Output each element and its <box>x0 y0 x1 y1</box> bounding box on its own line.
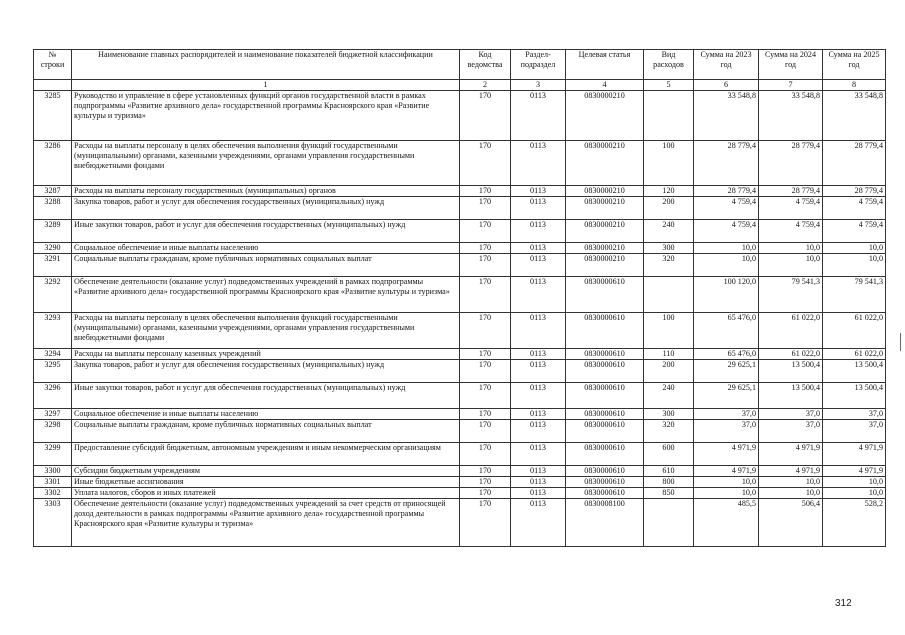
expense-kind: 610 <box>644 466 694 477</box>
expense-kind: 200 <box>644 360 694 383</box>
section-code: 0113 <box>511 313 566 349</box>
sum-2024: 10,0 <box>759 254 823 277</box>
table-row <box>34 499 886 547</box>
sum-2023: 4 971,9 <box>694 466 759 477</box>
sum-2024: 4 759,4 <box>759 197 823 220</box>
table-row <box>34 243 886 254</box>
row-name: Обеспечение деятельности (оказание услуг) подведомственных учреждений в рамках подпрограммы «Развитие архивного дела» государственной программы Красноярского края «Развитие культуры и туризма» <box>72 277 460 313</box>
sum-2023: 10,0 <box>694 254 759 277</box>
row-number: 3287 <box>34 186 72 197</box>
sum-2024: 10,0 <box>759 243 823 254</box>
dept-code: 170 <box>460 477 511 488</box>
dept-code: 170 <box>460 186 511 197</box>
expense-kind: 850 <box>644 488 694 499</box>
row-name: Иные закупки товаров, работ и услуг для обеспечения государственных (муниципальных) нужд <box>72 220 460 243</box>
section-code: 0113 <box>511 91 566 141</box>
dept-code: 170 <box>460 383 511 409</box>
target-item: 0830000610 <box>566 420 644 443</box>
row-number: 3285 <box>34 91 72 141</box>
header-dept-code: Код ведомства <box>460 50 511 80</box>
sum-2023: 28 779,4 <box>694 141 759 186</box>
table-row <box>34 360 886 383</box>
budget-table <box>33 49 886 547</box>
row-number: 3290 <box>34 243 72 254</box>
header-sum-2023: Сумма на 2023 год <box>694 50 759 80</box>
row-name: Расходы на выплаты персоналу в целях обеспечения выполнения функций государственными (муниципальными) органами, казенными учреждениями, органами управления государственными внебюджетными фондами <box>72 141 460 186</box>
sum-2024: 37,0 <box>759 409 823 420</box>
expense-kind: 300 <box>644 409 694 420</box>
section-code: 0113 <box>511 277 566 313</box>
row-name: Руководство и управление в сфере установленных функций органов государственной власти в рамках подпрограммы «Развитие архивного дела» государственной программы Красноярского края «Развитие культуры и туризма» <box>72 91 460 141</box>
row-name: Социальные выплаты гражданам, кроме публичных нормативных социальных выплат <box>72 254 460 277</box>
dept-code: 170 <box>460 220 511 243</box>
table-row <box>34 443 886 466</box>
table-row <box>34 488 886 499</box>
dept-code: 170 <box>460 277 511 313</box>
row-number: 3295 <box>34 360 72 383</box>
expense-kind: 110 <box>644 349 694 360</box>
section-code: 0113 <box>511 488 566 499</box>
table-row <box>34 349 886 360</box>
column-number: 5 <box>644 80 694 91</box>
dept-code: 170 <box>460 141 511 186</box>
dept-code: 170 <box>460 254 511 277</box>
row-name: Обеспечение деятельности (оказание услуг) подведомственных учреждений за счет средств от приносящей доход деятельности в рамках подпрограммы «Развитие архивного дела» государственной программы Красноярского края «Развитие культуры и туризма» <box>72 499 460 547</box>
row-number: 3300 <box>34 466 72 477</box>
expense-kind: 300 <box>644 243 694 254</box>
table-row <box>34 220 886 243</box>
sum-2023: 37,0 <box>694 409 759 420</box>
target-item: 0830000210 <box>566 254 644 277</box>
expense-kind <box>644 91 694 141</box>
row-name: Закупка товаров, работ и услуг для обеспечения государственных (муниципальных) нужд <box>72 197 460 220</box>
sum-2024: 61 022,0 <box>759 313 823 349</box>
sum-2024: 28 779,4 <box>759 186 823 197</box>
table-row <box>34 409 886 420</box>
row-name: Предоставление субсидий бюджетным, автономным учреждениям и иным некоммерческим организациям <box>72 443 460 466</box>
row-number: 3298 <box>34 420 72 443</box>
target-item: 0830000610 <box>566 409 644 420</box>
row-number: 3294 <box>34 349 72 360</box>
header-sum-2024: Сумма на 2024 год <box>759 50 823 80</box>
column-number-row <box>34 80 886 91</box>
expense-kind: 320 <box>644 254 694 277</box>
section-code: 0113 <box>511 499 566 547</box>
sum-2025: 10,0 <box>823 477 886 488</box>
table-row <box>34 420 886 443</box>
section-code: 0113 <box>511 243 566 254</box>
sum-2023: 33 548,8 <box>694 91 759 141</box>
expense-kind: 240 <box>644 220 694 243</box>
row-number: 3299 <box>34 443 72 466</box>
sum-2023: 4 971,9 <box>694 443 759 466</box>
header-name: Наименование главных распорядителей и наименование показателей бюджетной классификации <box>72 50 460 80</box>
sum-2023: 485,5 <box>694 499 759 547</box>
target-item: 0830000610 <box>566 477 644 488</box>
sum-2024: 61 022,0 <box>759 349 823 360</box>
row-name: Расходы на выплаты персоналу государственных (муниципальных) органов <box>72 186 460 197</box>
sum-2023: 10,0 <box>694 243 759 254</box>
sum-2025: 13 500,4 <box>823 383 886 409</box>
sum-2025: 4 759,4 <box>823 220 886 243</box>
row-name: Социальное обеспечение и иные выплаты населению <box>72 409 460 420</box>
dept-code: 170 <box>460 488 511 499</box>
target-item: 0830000210 <box>566 141 644 186</box>
target-item: 0830008100 <box>566 499 644 547</box>
target-item: 0830000610 <box>566 277 644 313</box>
column-number: 8 <box>823 80 886 91</box>
section-code: 0113 <box>511 349 566 360</box>
target-item: 0830000610 <box>566 443 644 466</box>
section-code: 0113 <box>511 141 566 186</box>
table-row <box>34 313 886 349</box>
table-row <box>34 91 886 141</box>
target-item: 0830000610 <box>566 466 644 477</box>
row-number: 3293 <box>34 313 72 349</box>
sum-2025: 28 779,4 <box>823 141 886 186</box>
row-number: 3297 <box>34 409 72 420</box>
sum-2023: 29 625,1 <box>694 360 759 383</box>
sum-2024: 4 759,4 <box>759 220 823 243</box>
row-name: Социальные выплаты гражданам, кроме публичных нормативных социальных выплат <box>72 420 460 443</box>
row-number: 3286 <box>34 141 72 186</box>
sum-2025: 4 971,9 <box>823 443 886 466</box>
section-code: 0113 <box>511 477 566 488</box>
column-number: 6 <box>694 80 759 91</box>
section-code: 0113 <box>511 443 566 466</box>
sum-2023: 65 476,0 <box>694 313 759 349</box>
section-code: 0113 <box>511 254 566 277</box>
sum-2025: 4 971,9 <box>823 466 886 477</box>
dept-code: 170 <box>460 313 511 349</box>
target-item: 0830000610 <box>566 383 644 409</box>
target-item: 0830000210 <box>566 220 644 243</box>
section-code: 0113 <box>511 466 566 477</box>
row-number: 3303 <box>34 499 72 547</box>
table-row <box>34 477 886 488</box>
sum-2023: 10,0 <box>694 488 759 499</box>
expense-kind: 320 <box>644 420 694 443</box>
target-item: 0830000610 <box>566 360 644 383</box>
sum-2025: 10,0 <box>823 488 886 499</box>
sum-2025: 28 779,4 <box>823 186 886 197</box>
section-code: 0113 <box>511 360 566 383</box>
section-code: 0113 <box>511 420 566 443</box>
dept-code: 170 <box>460 360 511 383</box>
dept-code: 170 <box>460 349 511 360</box>
expense-kind: 200 <box>644 197 694 220</box>
expense-kind: 240 <box>644 383 694 409</box>
target-item: 0830000210 <box>566 186 644 197</box>
dept-code: 170 <box>460 91 511 141</box>
sum-2024: 28 779,4 <box>759 141 823 186</box>
table-row <box>34 466 886 477</box>
sum-2023: 28 779,4 <box>694 186 759 197</box>
row-number: 3292 <box>34 277 72 313</box>
sum-2024: 13 500,4 <box>759 383 823 409</box>
expense-kind: 800 <box>644 477 694 488</box>
sum-2024: 10,0 <box>759 488 823 499</box>
sum-2025: 10,0 <box>823 243 886 254</box>
dept-code: 170 <box>460 499 511 547</box>
table-header-row <box>34 50 886 80</box>
section-code: 0113 <box>511 197 566 220</box>
sum-2024: 4 971,9 <box>759 466 823 477</box>
row-number: 3296 <box>34 383 72 409</box>
sum-2025: 4 759,4 <box>823 197 886 220</box>
table-row <box>34 254 886 277</box>
expense-kind: 600 <box>644 443 694 466</box>
header-target-item: Целевая статья <box>566 50 644 80</box>
sum-2023: 37,0 <box>694 420 759 443</box>
row-name: Иные бюджетные ассигнования <box>72 477 460 488</box>
section-code: 0113 <box>511 383 566 409</box>
expense-kind: 100 <box>644 141 694 186</box>
expense-kind <box>644 499 694 547</box>
target-item: 0830000210 <box>566 243 644 254</box>
sum-2024: 37,0 <box>759 420 823 443</box>
header-row-number: № строки <box>34 50 72 80</box>
table-row <box>34 186 886 197</box>
sum-2024: 33 548,8 <box>759 91 823 141</box>
column-number: 2 <box>460 80 511 91</box>
sum-2023: 4 759,4 <box>694 220 759 243</box>
sum-2025: 13 500,4 <box>823 360 886 383</box>
target-item: 0830000210 <box>566 91 644 141</box>
sum-2025: 37,0 <box>823 420 886 443</box>
row-name: Субсидии бюджетным учреждениям <box>72 466 460 477</box>
table-row <box>34 197 886 220</box>
row-name: Закупка товаров, работ и услуг для обеспечения государственных (муниципальных) нужд <box>72 360 460 383</box>
dept-code: 170 <box>460 420 511 443</box>
sum-2024: 10,0 <box>759 477 823 488</box>
table-row <box>34 383 886 409</box>
sum-2023: 4 759,4 <box>694 197 759 220</box>
row-number: 3301 <box>34 477 72 488</box>
column-number: 1 <box>72 80 460 91</box>
header-sum-2025: Сумма на 2025 год <box>823 50 886 80</box>
row-name: Социальное обеспечение и иные выплаты населению <box>72 243 460 254</box>
section-code: 0113 <box>511 409 566 420</box>
sum-2025: 61 022,0 <box>823 349 886 360</box>
section-code: 0113 <box>511 220 566 243</box>
table-row <box>34 277 886 313</box>
sum-2025: 61 022,0 <box>823 313 886 349</box>
sum-2023: 29 625,1 <box>694 383 759 409</box>
row-name: Уплата налогов, сборов и иных платежей <box>72 488 460 499</box>
column-number: 4 <box>566 80 644 91</box>
row-name: Расходы на выплаты персоналу казенных учреждений <box>72 349 460 360</box>
sum-2025: 528,2 <box>823 499 886 547</box>
row-name: Расходы на выплаты персоналу в целях обеспечения выполнения функций государственными (муниципальными) органами, казенными учреждениями, органами управления государственными внебюджетными фондами <box>72 313 460 349</box>
sum-2023: 65 476,0 <box>694 349 759 360</box>
sum-2025: 33 548,8 <box>823 91 886 141</box>
row-number: 3288 <box>34 197 72 220</box>
sum-2024: 13 500,4 <box>759 360 823 383</box>
target-item: 0830000610 <box>566 313 644 349</box>
section-code: 0113 <box>511 186 566 197</box>
expense-kind <box>644 277 694 313</box>
page-number: 312 <box>835 598 852 609</box>
sum-2025: 10,0 <box>823 254 886 277</box>
column-number: 7 <box>759 80 823 91</box>
target-item: 0830000210 <box>566 197 644 220</box>
row-number: 3289 <box>34 220 72 243</box>
margin-mark <box>900 333 901 351</box>
column-number <box>34 80 72 91</box>
sum-2024: 4 971,9 <box>759 443 823 466</box>
sum-2024: 506,4 <box>759 499 823 547</box>
target-item: 0830000610 <box>566 488 644 499</box>
dept-code: 170 <box>460 443 511 466</box>
row-number: 3302 <box>34 488 72 499</box>
sum-2023: 100 120,0 <box>694 277 759 313</box>
row-name: Иные закупки товаров, работ и услуг для обеспечения государственных (муниципальных) нужд <box>72 383 460 409</box>
sum-2025: 79 541,3 <box>823 277 886 313</box>
expense-kind: 100 <box>644 313 694 349</box>
sum-2024: 79 541,3 <box>759 277 823 313</box>
expense-kind: 120 <box>644 186 694 197</box>
header-expense-kind: Вид расходов <box>644 50 694 80</box>
dept-code: 170 <box>460 466 511 477</box>
header-section: Раздел-подраздел <box>511 50 566 80</box>
dept-code: 170 <box>460 409 511 420</box>
table-row <box>34 141 886 186</box>
target-item: 0830000610 <box>566 349 644 360</box>
sum-2025: 37,0 <box>823 409 886 420</box>
dept-code: 170 <box>460 197 511 220</box>
dept-code: 170 <box>460 243 511 254</box>
column-number: 3 <box>511 80 566 91</box>
row-number: 3291 <box>34 254 72 277</box>
sum-2023: 10,0 <box>694 477 759 488</box>
